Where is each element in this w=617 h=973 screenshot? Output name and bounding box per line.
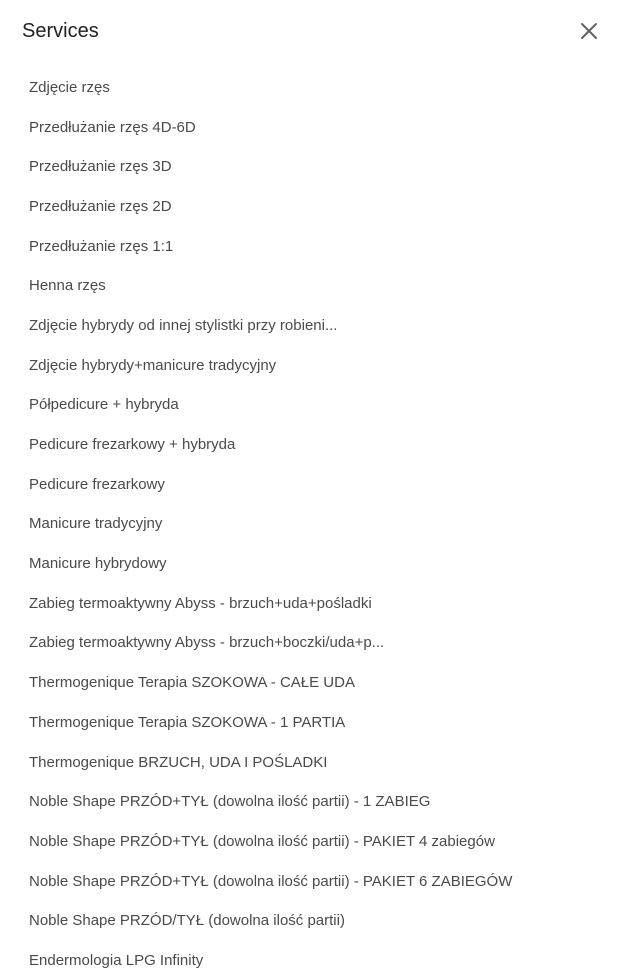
- service-item[interactable]: [0, 108, 617, 148]
- service-item[interactable]: [0, 68, 617, 108]
- close-button[interactable]: [574, 16, 604, 46]
- service-item[interactable]: [0, 624, 617, 664]
- service-item-label: Przedłużanie rzęs 3D: [29, 158, 172, 176]
- service-item-label: Przedłużanie rzęs 1:1: [29, 237, 174, 255]
- service-item[interactable]: [0, 505, 617, 545]
- service-item[interactable]: [0, 386, 617, 426]
- close-icon: [580, 22, 598, 40]
- service-item-label: Manicure tradycyjny: [29, 515, 163, 533]
- service-item-label: Endermologia LPG Infinity: [29, 951, 204, 969]
- service-item[interactable]: [0, 743, 617, 783]
- services-list: [0, 68, 617, 973]
- service-item[interactable]: [0, 862, 617, 902]
- service-item-label: Noble Shape PRZÓD+TYŁ (dowolna ilość partii) - 1 ZABIEG: [29, 793, 431, 811]
- service-item[interactable]: [0, 425, 617, 465]
- service-item-label: Zabieg termoaktywny Abyss - brzuch+uda+pośladki: [29, 594, 372, 612]
- service-item[interactable]: [0, 584, 617, 624]
- service-item-label: Manicure hybrydowy: [29, 555, 167, 573]
- service-item[interactable]: [0, 544, 617, 584]
- service-item[interactable]: [0, 822, 617, 862]
- service-item-label: Thermogenique BRZUCH, UDA I POŚLADKI: [29, 753, 328, 771]
- service-item[interactable]: [0, 901, 617, 941]
- service-item-label: Zabieg termoaktywny Abyss - brzuch+boczki/uda+p...: [29, 634, 385, 652]
- service-item-label: Noble Shape PRZÓD+TYŁ (dowolna ilość partii) - PAKIET 4 zabiegów: [29, 832, 495, 850]
- service-item-label: Zdjęcie hybrydy od innej stylistki przy robieni...: [29, 316, 338, 334]
- service-item-label: Przedłużanie rzęs 4D-6D: [29, 118, 196, 136]
- panel-title: Services: [22, 20, 99, 42]
- service-item[interactable]: [0, 465, 617, 505]
- service-item-label: Pedicure frezarkowy + hybryda: [29, 436, 236, 454]
- service-item-label: Henna rzęs: [29, 277, 106, 295]
- service-item-label: Półpedicure + hybryda: [29, 396, 179, 414]
- service-item[interactable]: [0, 147, 617, 187]
- service-item[interactable]: [0, 663, 617, 703]
- service-item-label: Noble Shape PRZÓD+TYŁ (dowolna ilość partii) - PAKIET 6 ZABIEGÓW: [29, 872, 513, 890]
- service-item-label: Thermogenique Terapia SZOKOWA - CAŁE UDA: [29, 674, 355, 692]
- service-item-label: Noble Shape PRZÓD/TYŁ (dowolna ilość partii): [29, 912, 345, 930]
- service-item-label: Pedicure frezarkowy: [29, 475, 165, 493]
- service-item[interactable]: [0, 306, 617, 346]
- service-item[interactable]: [0, 941, 617, 973]
- service-item-label: Przedłużanie rzęs 2D: [29, 197, 172, 215]
- service-item-label: Zdjęcie hybrydy+manicure tradycyjny: [29, 356, 277, 374]
- panel-header: [0, 0, 617, 62]
- service-item[interactable]: [0, 227, 617, 267]
- service-item[interactable]: [0, 266, 617, 306]
- service-item-label: Thermogenique Terapia SZOKOWA - 1 PARTIA: [29, 713, 346, 731]
- service-item[interactable]: [0, 187, 617, 227]
- service-item-label: Zdjęcie rzęs: [29, 78, 110, 96]
- service-item[interactable]: [0, 703, 617, 743]
- service-item[interactable]: [0, 346, 617, 386]
- service-item[interactable]: [0, 782, 617, 822]
